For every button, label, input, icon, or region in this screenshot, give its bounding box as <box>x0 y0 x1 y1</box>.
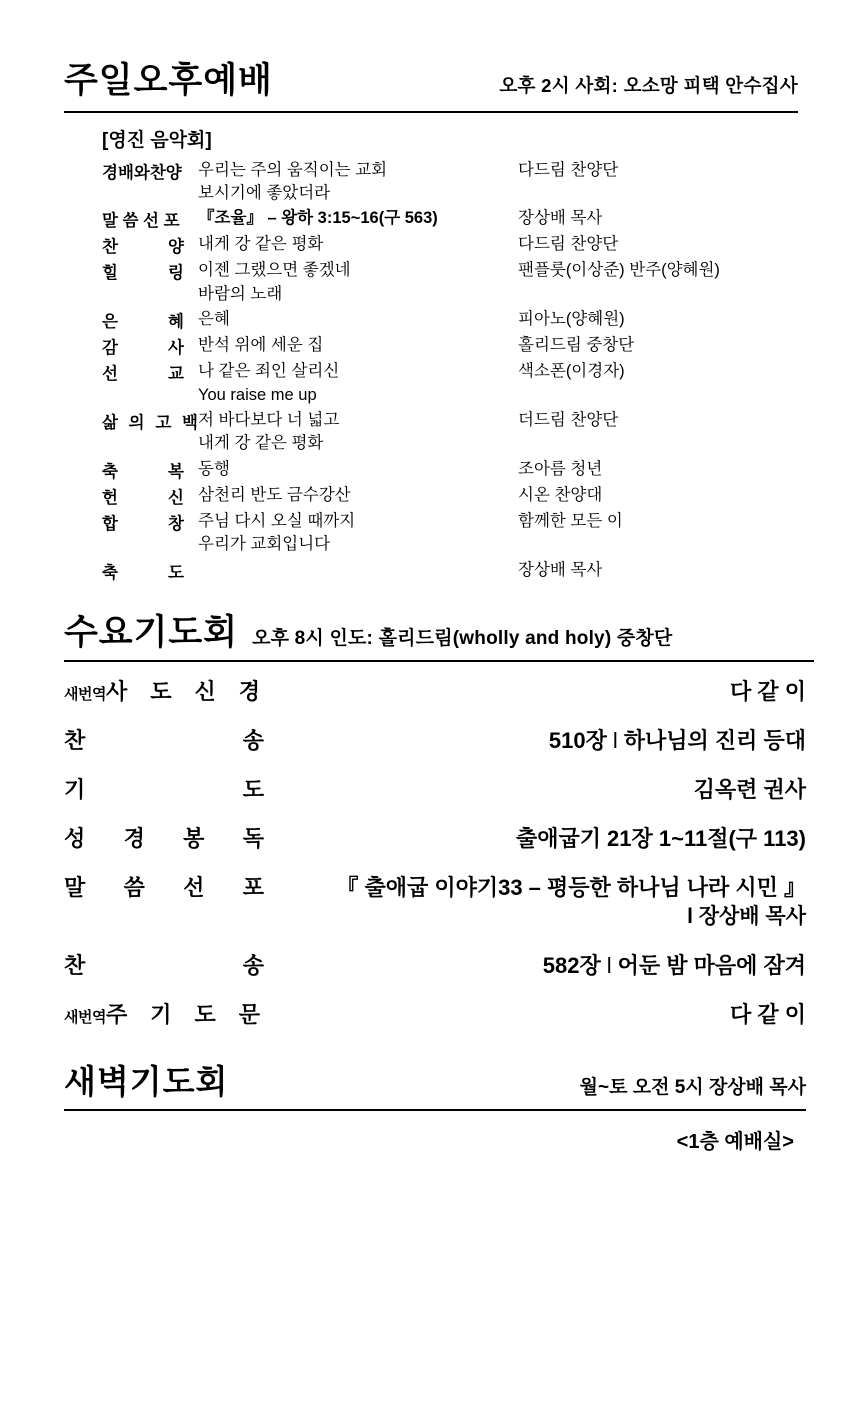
row-role <box>40 715 287 764</box>
row-role <box>40 989 287 1038</box>
table-row <box>40 408 820 457</box>
row-who: 팬플룻(이상준) 반주(양혜원) <box>518 261 720 280</box>
row-role <box>40 862 287 940</box>
role-label <box>64 724 264 755</box>
row-value <box>287 940 820 989</box>
role-char: 링 <box>168 264 184 283</box>
row-body <box>198 206 518 232</box>
afternoon-header <box>40 62 820 101</box>
role-char: 문 <box>238 1002 260 1028</box>
body-line-2: 보시기에 좋았더라 <box>198 183 331 202</box>
row-value: 다 같 이 <box>730 1002 806 1028</box>
row-value <box>287 715 820 764</box>
row-role <box>40 666 287 715</box>
row-who: 다드림 찬양단 <box>518 235 619 254</box>
divider-wednesday <box>64 660 814 662</box>
row-body <box>198 483 518 509</box>
afternoon-service-section <box>40 62 820 584</box>
role-char: 말 <box>64 875 86 901</box>
role-char: 찬 <box>102 238 118 257</box>
row-value: 김옥련 권사 <box>693 777 806 803</box>
body-line-1: 동행 <box>198 459 230 478</box>
table-row <box>40 232 820 258</box>
hymn-title: 어둔 밤 마음에 잠겨 <box>617 953 806 979</box>
row-role <box>40 457 198 483</box>
table-row <box>40 940 820 989</box>
role-char: 송 <box>242 953 264 979</box>
role-char: 포 <box>242 875 264 901</box>
hymn-number: 582장 <box>542 953 601 979</box>
row-role <box>40 333 198 359</box>
body-line-2: 우리가 교회입니다 <box>198 535 331 554</box>
role-char: 송 <box>242 728 264 754</box>
afternoon-meta: 오후 2시 사회: 오소망 피택 안수집사 <box>499 75 798 96</box>
row-who: 피아노(양혜원) <box>518 310 625 329</box>
dawn-service-section <box>40 1064 820 1153</box>
body-line-2: 내게 강 같은 평화 <box>198 434 324 453</box>
dawn-title: 새벽기도회 <box>64 1063 229 1101</box>
role-char: 힐 <box>102 264 118 283</box>
table-row <box>40 509 820 558</box>
role-char: 경 <box>238 679 260 705</box>
row-role <box>40 307 198 333</box>
role-label <box>102 510 184 534</box>
row-value: 다 같 이 <box>730 679 806 705</box>
row-role <box>40 359 198 408</box>
body-line-1: 나 같은 죄인 살리신 <box>198 362 340 381</box>
role-char: 독 <box>242 826 264 852</box>
role-label <box>102 458 184 482</box>
role-char: 도 <box>242 777 264 803</box>
role-label <box>64 871 264 902</box>
table-row <box>40 457 820 483</box>
row-who: 함께한 모든 이 <box>518 511 623 530</box>
row-body <box>198 558 518 584</box>
body-line-1: 우리는 주의 움직이는 교회 <box>198 160 388 179</box>
body-line-2: You raise me up <box>198 385 317 404</box>
table-row <box>40 989 820 1038</box>
table-row <box>40 333 820 359</box>
table-row <box>40 258 820 307</box>
row-body <box>198 232 518 258</box>
afternoon-order-table <box>40 158 820 584</box>
row-role <box>40 232 198 258</box>
table-row <box>40 715 820 764</box>
row-who: 장상배 목사 <box>518 209 603 228</box>
role-char: 찬 <box>64 953 86 979</box>
role-label <box>102 409 198 433</box>
row-body <box>198 457 518 483</box>
role-label <box>102 233 184 257</box>
hymn-title: 하나님의 진리 등대 <box>623 728 806 754</box>
role-char: 사 <box>105 679 128 705</box>
body-line-1: 반석 위에 세운 집 <box>198 336 324 355</box>
row-role <box>40 940 287 989</box>
role-label <box>106 998 260 1029</box>
body-line-1: 『조율』 – 왕하 3:15~16(구 563) <box>198 209 438 228</box>
wednesday-service-section <box>40 614 820 1039</box>
role-char: 감 <box>102 339 118 358</box>
table-row <box>40 359 820 408</box>
row-role <box>40 408 198 457</box>
row-who: 시온 찬양대 <box>518 485 603 504</box>
role-label <box>64 949 264 980</box>
table-row <box>40 666 820 715</box>
row-role <box>40 158 198 207</box>
row-role <box>40 764 287 813</box>
role-char: 축 <box>102 563 118 582</box>
row-role <box>40 483 198 509</box>
row-value <box>287 862 820 940</box>
role-char: 봉 <box>183 826 205 852</box>
role-char: 합 <box>102 514 118 533</box>
body-line-1: 주님 다시 오실 때까지 <box>198 511 356 530</box>
row-role <box>40 258 198 307</box>
role-char: 사 <box>168 339 184 358</box>
row-body <box>198 333 518 359</box>
table-row <box>40 206 820 232</box>
row-role <box>40 509 198 558</box>
role-char: 신 <box>168 488 184 507</box>
role-label <box>102 259 184 283</box>
role-char: 백 <box>182 414 198 433</box>
role-label <box>102 308 184 332</box>
wednesday-header <box>40 614 820 653</box>
hymn-number: 510장 <box>548 728 607 754</box>
row-who: 더드림 찬양단 <box>518 411 619 430</box>
afternoon-title: 주일오후예배 <box>64 61 273 100</box>
role-char: 삶 <box>102 414 118 433</box>
table-row <box>40 862 820 940</box>
body-line-1: 삼천리 반도 금수강산 <box>198 485 351 504</box>
role-char: 선 <box>183 875 205 901</box>
table-row <box>40 813 820 862</box>
row-role <box>40 813 287 862</box>
sermon-title: 『 출애굽 이야기33 – 평등한 하나님 나라 시민 』 <box>336 875 806 901</box>
role-label <box>102 484 184 508</box>
role-char: 도 <box>194 1002 216 1028</box>
role-char: 복 <box>168 462 184 481</box>
row-who: 다드림 찬양단 <box>518 160 619 179</box>
separator: l <box>612 728 618 754</box>
body-line-1: 저 바다보다 너 넓고 <box>198 411 340 430</box>
role-char: 경 <box>123 826 145 852</box>
venue-note: <1층 예배실> <box>676 1130 794 1153</box>
sermon-preacher: l 장상배 목사 <box>687 904 806 928</box>
role-label <box>106 675 260 706</box>
body-line-1: 내게 강 같은 평화 <box>198 235 324 254</box>
body-line-1: 이젠 그랬으면 좋겠네 <box>198 261 351 280</box>
role-char: 씀 <box>123 875 145 901</box>
role-char: 성 <box>64 826 86 852</box>
row-role <box>40 206 198 232</box>
version-label: 새번역 <box>64 686 106 704</box>
table-row <box>40 158 820 207</box>
row-who: 홀리드림 중창단 <box>518 336 635 355</box>
role-char: 헌 <box>102 488 118 507</box>
role-label: 경배와찬양 <box>102 163 182 182</box>
role-char: 축 <box>102 462 118 481</box>
role-char: 은 <box>102 313 118 332</box>
role-char: 주 <box>105 1002 128 1028</box>
role-char: 도 <box>168 563 184 582</box>
role-char: 찬 <box>64 728 86 754</box>
dawn-header <box>40 1064 820 1100</box>
role-char: 의 <box>128 414 145 433</box>
separator: l <box>606 953 612 979</box>
row-body <box>198 359 518 408</box>
role-char: 혜 <box>168 313 184 332</box>
wednesday-meta: 오후 8시 인도: 홀리드림(wholly and holy) 중창단 <box>252 627 673 649</box>
role-char: 도 <box>150 679 172 705</box>
role-label <box>102 360 184 384</box>
table-row <box>40 558 820 584</box>
row-body <box>198 509 518 558</box>
row-who: 장상배 목사 <box>518 560 603 579</box>
row-body <box>198 307 518 333</box>
row-who: 조아름 청년 <box>518 459 603 478</box>
role-char: 신 <box>194 679 216 705</box>
afternoon-subhead: [영진 음악회] <box>102 129 212 151</box>
role-char: 선 <box>102 365 118 384</box>
row-who: 색소폰(이경자) <box>518 362 625 381</box>
role-char: 기 <box>64 777 86 803</box>
row-role <box>40 558 198 584</box>
role-char: 기 <box>150 1002 172 1028</box>
row-body <box>198 158 518 207</box>
role-char: 고 <box>155 414 172 433</box>
role-char: 교 <box>168 365 184 384</box>
role-char: 창 <box>168 514 184 533</box>
divider-afternoon <box>64 111 798 113</box>
table-row <box>40 483 820 509</box>
row-body <box>198 258 518 307</box>
role-label <box>102 334 184 358</box>
role-label <box>64 773 264 804</box>
row-body <box>198 408 518 457</box>
version-label: 새번역 <box>64 1009 106 1027</box>
table-row <box>40 764 820 813</box>
wednesday-title: 수요기도회 <box>64 612 239 652</box>
dawn-meta: 월~토 오전 5시 장상배 목사 <box>579 1077 806 1099</box>
role-label <box>102 559 184 583</box>
body-line-1: 은혜 <box>198 310 230 329</box>
sermon-title-block <box>287 873 820 931</box>
row-value: 출애굽기 21장 1~11절(구 113) <box>515 826 806 852</box>
wednesday-order-table <box>40 666 820 1038</box>
role-label: 말 씀 선 포 <box>102 212 180 231</box>
table-row <box>40 307 820 333</box>
body-line-2: 바람의 노래 <box>198 284 283 303</box>
role-char: 양 <box>168 238 184 257</box>
role-label <box>64 822 264 853</box>
